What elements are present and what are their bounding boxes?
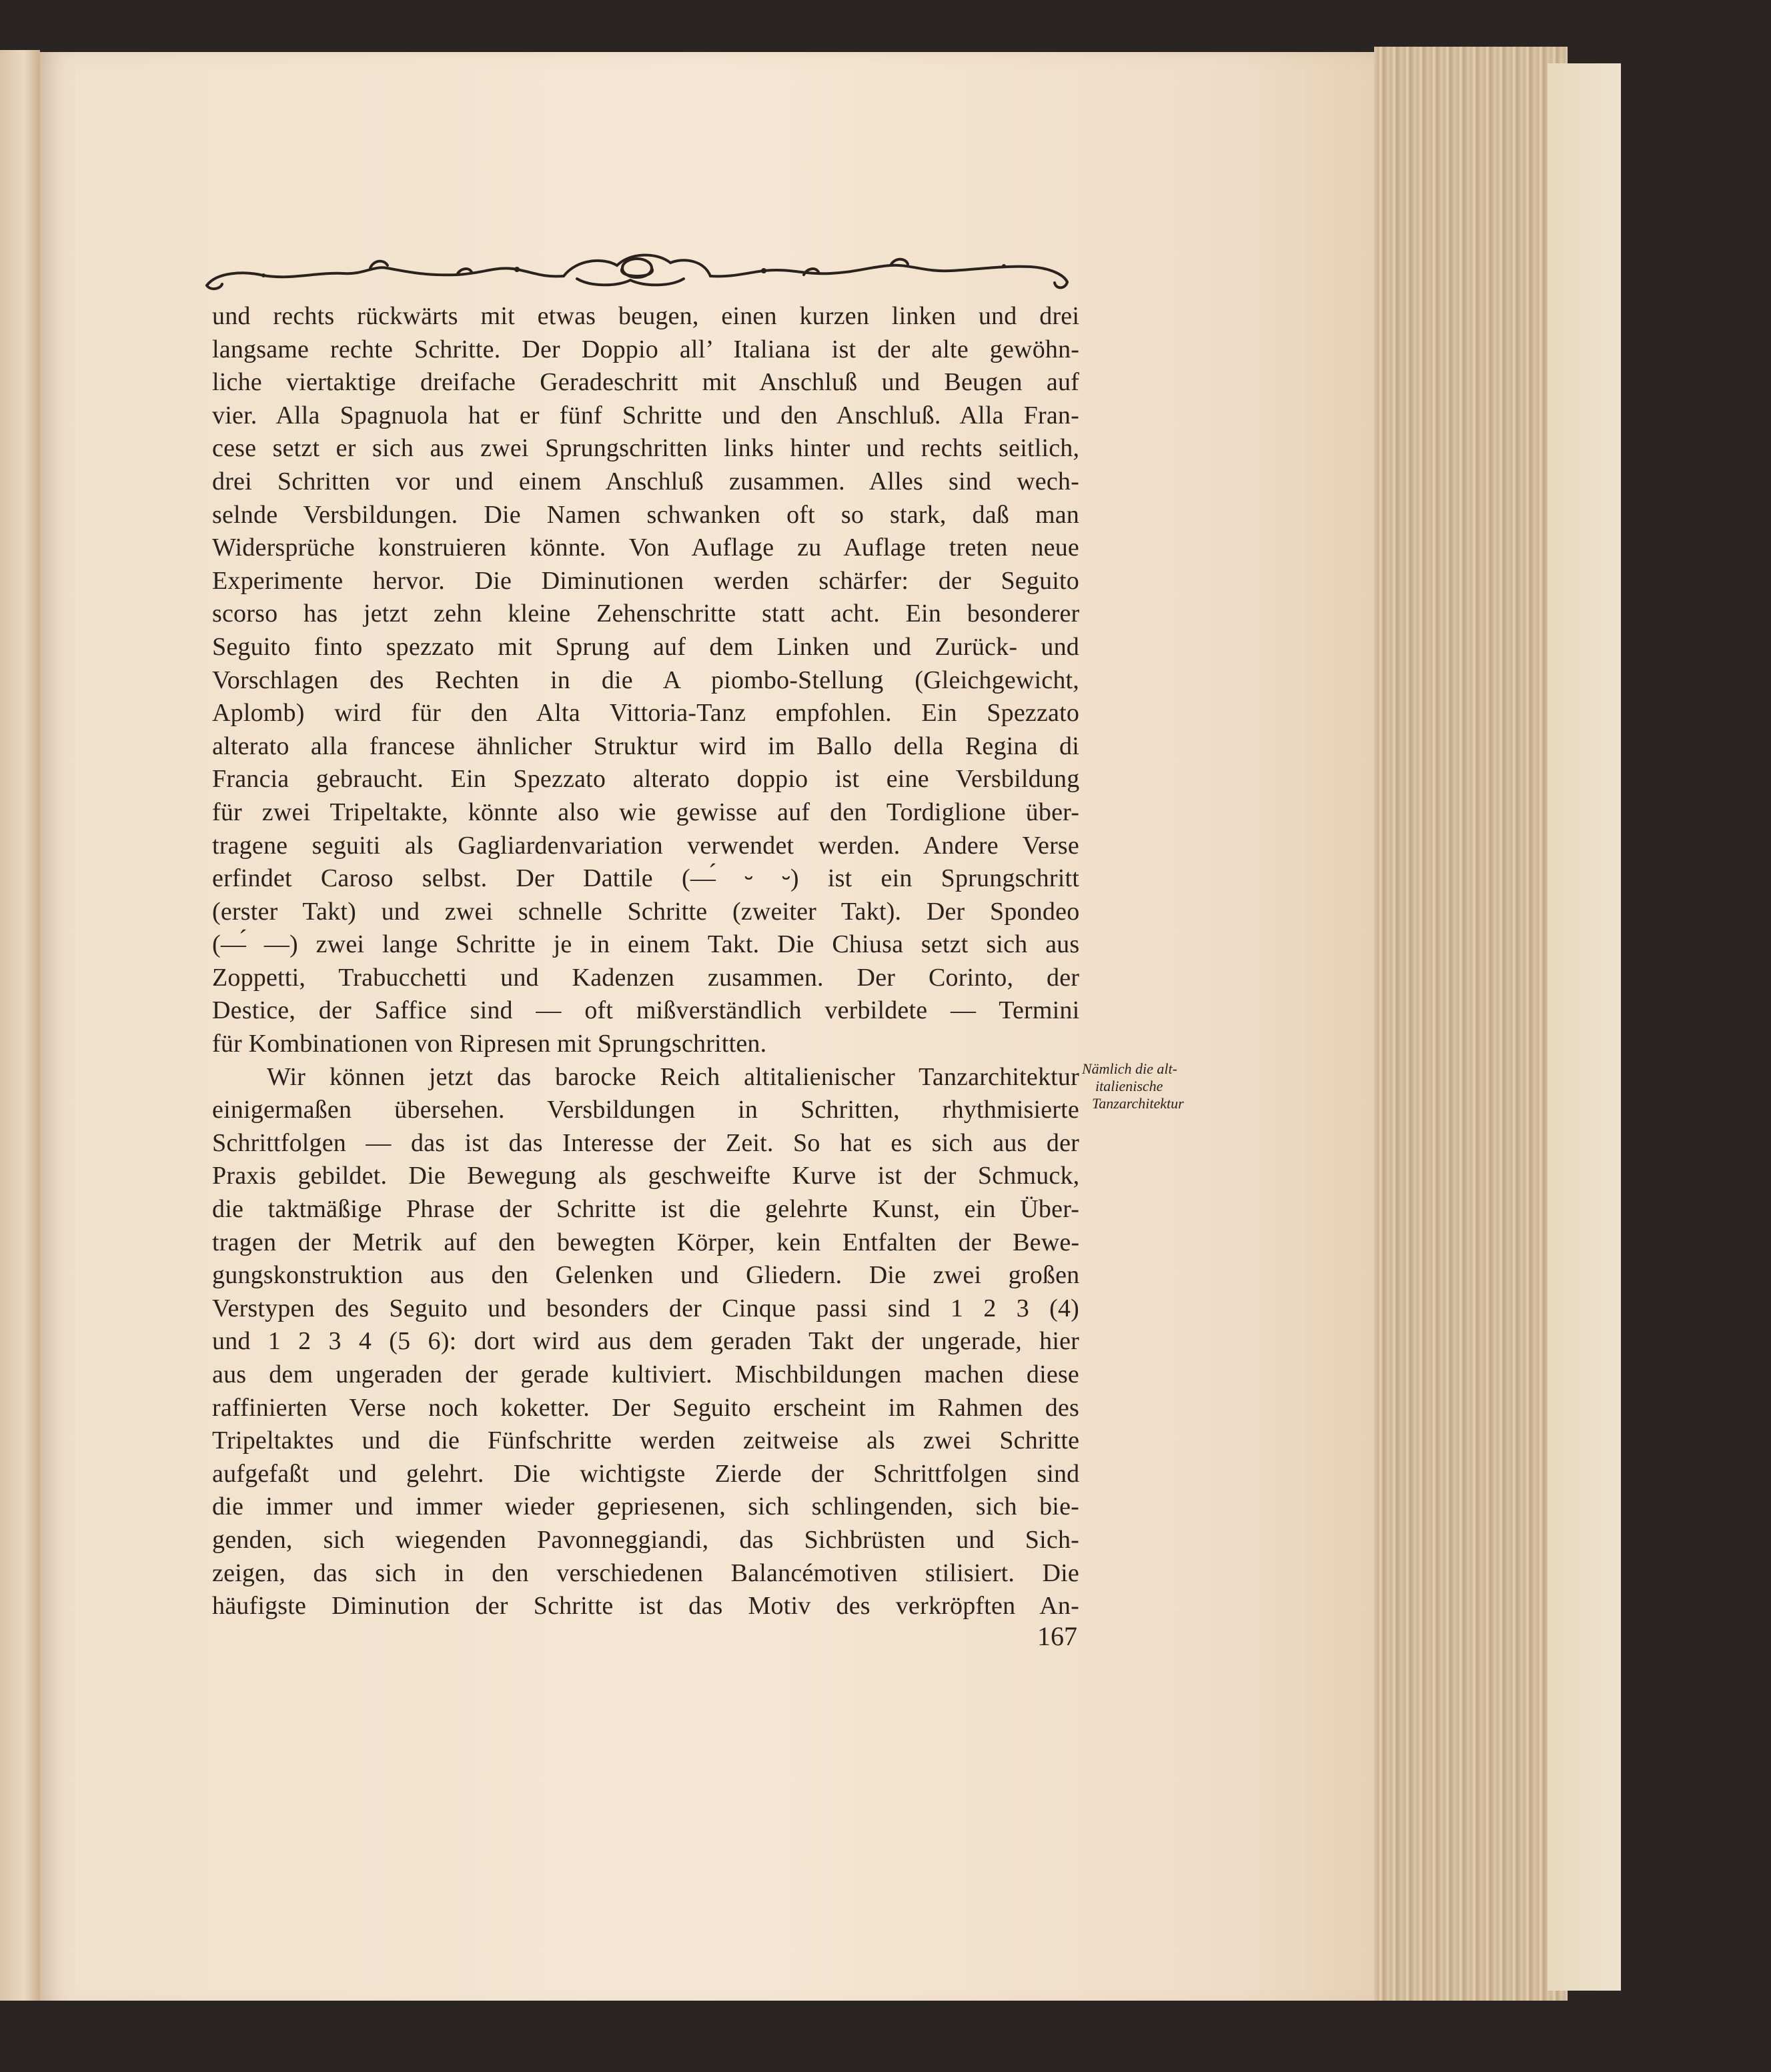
text-line: für Kombinationen von Ripresen mit Sprungschritten. <box>212 1030 767 1058</box>
text-line: Tripeltaktes und die Fünfschritte werden zeitweise als zwei Schritte <box>212 1426 1080 1455</box>
page-number: 167 <box>1037 1621 1077 1651</box>
text-line: (erster Takt) und zwei schnelle Schritte (zweiter Takt). Der Spondeo <box>212 897 1080 926</box>
marginal-note <box>1082 1060 1249 1112</box>
text-line: Widersprüche konstruieren könnte. Von Auflage zu Auflage treten neue <box>212 534 1079 562</box>
text-line: Schrittfolgen — das ist das Interesse der Zeit. So hat es sich aus der <box>212 1128 1079 1157</box>
text-line: alterato alla francese ähnlicher Struktur wird im Ballo della Regina di <box>212 732 1079 760</box>
text-line: tragene seguiti als Gagliardenvariation verwendet werden. Andere Verse <box>212 831 1079 860</box>
marginal-note-line: Nämlich die alt- <box>1082 1060 1177 1077</box>
text-line: aus dem ungeraden der gerade kultiviert. Mischbildungen machen diese <box>212 1360 1079 1388</box>
text-line: Vorschlagen des Rechten in die A piombo-Stellung (Gleichgewicht, <box>212 666 1080 694</box>
text-line: zeigen, das sich in den verschiedenen Balancémotiven stilisiert. Die <box>212 1559 1079 1587</box>
text-line: selnde Versbildungen. Die Namen schwanken oft so stark, daß man <box>212 500 1079 529</box>
text-line: Aplomb) wird für den Alta Vittoria-Tanz empfohlen. Ein Spezzato <box>212 699 1080 728</box>
text-line: Destice, der Saffice sind — oft mißverständlich verbildete — Termini <box>212 996 1080 1025</box>
text-line: Wir können jetzt das barocke Reich altitalienischer Tanzarchitektur <box>267 1062 1079 1091</box>
text-line: erfindet Caroso selbst. Der Dattile (—́ ⏑ ⏑) ist ein Sprungschritt <box>212 864 1079 893</box>
background <box>0 2001 1771 2072</box>
text-line: langsame rechte Schritte. Der Doppio all’ Italiana ist der alte gewöhn- <box>212 335 1080 363</box>
marginal-note-line: Tanzarchitektur <box>1092 1095 1184 1112</box>
text-line: raffinierten Verse noch koketter. Der Seguito erscheint im Rahmen des <box>212 1393 1079 1422</box>
text-line: und 1 2 3 4 (5 6): dort wird aus dem geraden Takt der ungerade, hier <box>212 1327 1079 1356</box>
text-line: die immer und immer wieder gepriesenen, sich schlingenden, sich bie- <box>212 1492 1079 1521</box>
text-line: vier. Alla Spagnuola hat er fünf Schritte und den Anschluß. Alla Fran- <box>212 401 1079 429</box>
text-line: für zwei Tripeltakte, könnte also wie gewisse auf den Tordiglione über- <box>212 798 1080 826</box>
text-line: tragen der Metrik auf den bewegten Körper, kein Entfalten der Bewe- <box>212 1228 1080 1256</box>
text-line: (—́ —) zwei lange Schritte je in einem Takt. Die Chiusa setzt sich aus <box>212 930 1080 959</box>
text-line: gungskonstruktion aus den Gelenken und Gliedern. Die zwei großen <box>212 1261 1080 1290</box>
text-line: aufgefaßt und gelehrt. Die wichtigste Zierde der Schrittfolgen sind <box>212 1459 1080 1488</box>
text-line: Seguito finto spezzato mit Sprung auf dem Linken und Zurück- und <box>212 632 1079 661</box>
text-line: häufigste Diminution der Schritte ist das Motiv des verkröpften An- <box>212 1592 1079 1621</box>
text-line: Verstypen des Seguito und besonders der Cinque passi sind 1 2 3 (4) <box>212 1294 1080 1322</box>
text-line: einigermaßen übersehen. Versbildungen in Schritten, rhythmisierte <box>212 1096 1079 1124</box>
text-line: cese setzt er sich aus zwei Sprungschritten links hinter und rechts seitlich, <box>212 434 1080 463</box>
page-stack-edge <box>1374 47 1568 2001</box>
left-page-edge <box>0 50 40 2011</box>
marginal-note-line: italienische <box>1095 1078 1163 1094</box>
text-line: die taktmäßige Phrase der Schritte ist die gelehrte Kunst, ein Über- <box>212 1195 1080 1224</box>
text-line: liche viertaktige dreifache Geradeschritt mit Anschluß und Beugen auf <box>212 368 1079 397</box>
ornament-headpiece <box>203 245 1071 299</box>
text-line: Zoppetti, Trabucchetti und Kadenzen zusammen. Der Corinto, der <box>212 963 1080 992</box>
text-line: und rechts rückwärts mit etwas beugen, einen kurzen linken und drei <box>212 302 1080 330</box>
text-line: Experimente hervor. Die Diminutionen werden schärfer: der Seguito <box>212 566 1079 595</box>
text-line: scorso has jetzt zehn kleine Zehenschritte statt acht. Ein besonderer <box>212 600 1080 628</box>
text-line: Francia gebraucht. Ein Spezzato alterato doppio ist eine Versbildung <box>212 765 1080 794</box>
body-text <box>212 300 1079 1623</box>
text-line: drei Schritten vor und einem Anschluß zusammen. Alles sind wech- <box>212 467 1079 495</box>
book-cover-edge <box>1548 63 1621 1991</box>
text-line: genden, sich wiegenden Pavonneggiandi, das Sichbrüsten und Sich- <box>212 1525 1079 1554</box>
text-line: Praxis gebildet. Die Bewegung als geschweifte Kurve ist der Schmuck, <box>212 1162 1080 1190</box>
